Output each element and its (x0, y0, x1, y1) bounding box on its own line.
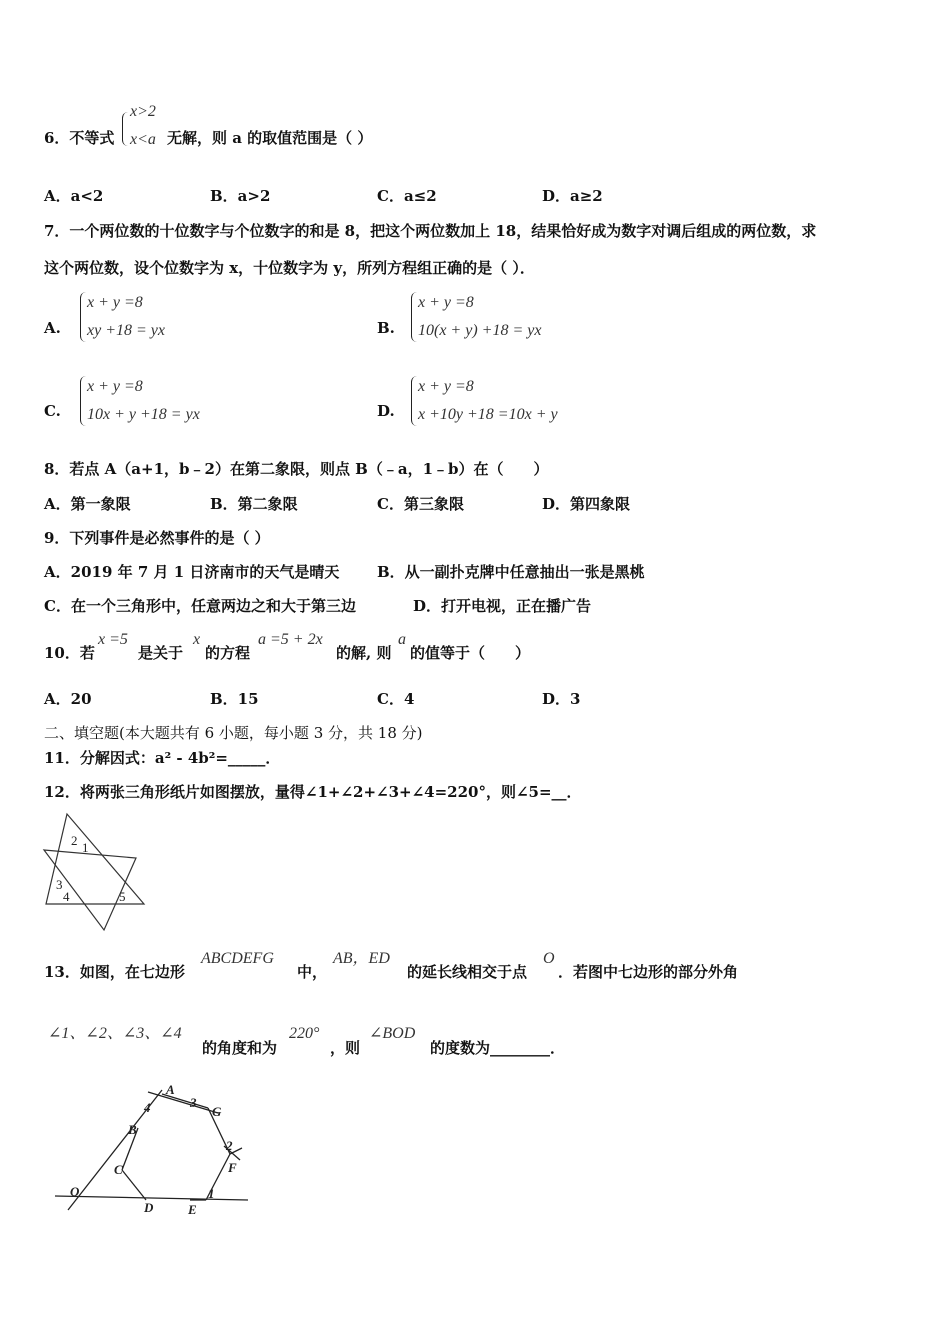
q10-option-b: B．15 (210, 690, 259, 708)
q13-math-220: 220° (289, 1025, 320, 1042)
q9-option-d: D．打开电视，正在播广告 (413, 597, 592, 615)
q12-angle-label-4: 4 (63, 889, 70, 904)
q12-triangles-figure (44, 812, 148, 934)
q13-math-heptagon: ABCDEFG (201, 950, 274, 967)
q13-part5: 的角度和为 (202, 1039, 278, 1057)
q13-label-2: 2 (226, 1138, 233, 1153)
q7-option-d-eq1: x + y =8 (418, 378, 474, 395)
q13-part2: 中， (297, 963, 328, 981)
q13-part3: 的延长线相交于点 (407, 963, 528, 981)
q7-line2: 这个两位数，设个位数字为 x，十位数字为 y，所列方程组正确的是（ ）． (44, 259, 535, 277)
q7-option-c-label: C. (44, 402, 61, 420)
q10-option-a: A．20 (44, 690, 92, 708)
q7-line1: 7．一个两位数的十位数字与个位数字的和是 8，把这个两位数加上 18，结果恰好成为数字对调后组成的两位数，求 (44, 222, 817, 240)
q13-math-bod: ∠BOD (369, 1025, 416, 1042)
q6-sys-bottom: x<a (130, 131, 156, 148)
q9-option-b: B．从一副扑克牌中任意抽出一张是黑桃 (377, 563, 645, 581)
q10-part1: 10．若 (44, 644, 95, 662)
q10-part3: 的方程 (205, 644, 251, 662)
q7-option-a-eq1: x + y =8 (87, 294, 143, 311)
q13-label-g: G (212, 1104, 222, 1119)
q7-option-a-label: A. (44, 319, 61, 337)
q13-label-1: 1 (208, 1186, 215, 1201)
q7-option-b-brace (411, 292, 418, 342)
q8-option-b: B．第二象限 (210, 495, 298, 513)
q7-option-d-eq2: x +10y +18 =10x + y (418, 406, 558, 423)
q10-option-d: D．3 (542, 690, 581, 708)
q13-label-a: A (166, 1082, 175, 1097)
q10-part4: 的解, 则 (336, 644, 392, 662)
q8-stem: 8．若点 A（a+1，b﹣2）在第二象限，则点 B（﹣a，1﹣b）在（ ） (44, 460, 549, 478)
q13-label-d: D (144, 1200, 154, 1215)
q13-label-o: O (70, 1184, 80, 1199)
q13-part7: 的度数为________． (430, 1039, 566, 1057)
q10-math-x: x (193, 631, 201, 648)
q6-sys-top: x>2 (130, 103, 156, 120)
q13-label-c: C (114, 1162, 123, 1177)
q13-part4: ．若图中七边形的部分外角 (558, 963, 739, 981)
q6-option-d: D．a≥2 (542, 187, 603, 205)
q7-option-a-eq2: xy +18 = yx (87, 322, 165, 339)
q6-brace (122, 112, 129, 146)
section-title: 二、填空题(本大题共有 6 小题，每小题 3 分，共 18 分) (44, 724, 423, 742)
q10-math-a: a (398, 631, 406, 648)
q13-part1: 13．如图，在七边形 (44, 963, 185, 981)
q6-number: 6．不等式 (44, 129, 115, 147)
q10-part5: 的值等于（ ） (410, 644, 531, 662)
q7-option-a-brace (80, 292, 87, 342)
q9-option-c: C．在一个三角形中，任意两边之和大于第三边 (44, 597, 356, 615)
q6-option-c: C．a≤2 (377, 187, 437, 205)
q10-option-c: C．4 (377, 690, 415, 708)
q6-tail: 无解，则 a 的取值范围是（ ） (167, 129, 373, 147)
q7-option-c-eq1: x + y =8 (87, 378, 143, 395)
q13-label-3: 3 (190, 1095, 197, 1110)
q10-part2: 是关于 (138, 644, 184, 662)
q7-option-b-label: B. (377, 319, 395, 337)
q12-angle-label-2: 2 (71, 833, 78, 848)
q8-option-a: A．第一象限 (44, 495, 131, 513)
q8-option-d: D．第四象限 (542, 495, 631, 513)
q6-option-a: A．a<2 (44, 187, 104, 205)
q13-label-4: 4 (144, 1100, 151, 1115)
q12-angle-label-5: 5 (119, 889, 126, 904)
q7-option-c-brace (80, 376, 87, 426)
q7-option-c-eq2: 10x + y +18 = yx (87, 406, 200, 423)
q11-text: 11．分解因式：a² - 4b²=_____． (44, 749, 281, 767)
q13-math-ab-ed: AB，ED (333, 950, 390, 967)
q7-option-b-eq2: 10(x + y) +18 = yx (418, 322, 542, 339)
q7-option-d-label: D. (377, 402, 395, 420)
q13-math-o: O (543, 950, 555, 967)
q12-angle-label-3: 3 (56, 877, 63, 892)
q12-angle-label-1: 1 (82, 840, 89, 855)
q8-option-c: C．第三象限 (377, 495, 464, 513)
q6-option-b: B．a>2 (210, 187, 271, 205)
q10-math-x5: x =5 (98, 631, 128, 648)
q13-math-angles: ∠1、∠2、∠3、∠4 (48, 1025, 182, 1042)
q7-option-d-brace (411, 376, 418, 426)
q12-text: 12．将两张三角形纸片如图摆放，量得∠1+∠2+∠3+∠4=220°，则∠5=__． (44, 783, 582, 801)
q13-label-b: B (128, 1122, 137, 1137)
q9-option-a: A．2019 年 7 月 1 日济南市的天气是晴天 (44, 563, 340, 581)
q13-label-e: E (188, 1202, 197, 1217)
q13-heptagon-figure (50, 1080, 255, 1220)
q10-math-equation: a =5 + 2x (258, 631, 323, 648)
q7-option-b-eq1: x + y =8 (418, 294, 474, 311)
q13-label-f: F (228, 1160, 237, 1175)
q9-stem: 9．下列事件是必然事件的是（ ） (44, 529, 270, 547)
q13-part6: ，则 (330, 1039, 361, 1057)
